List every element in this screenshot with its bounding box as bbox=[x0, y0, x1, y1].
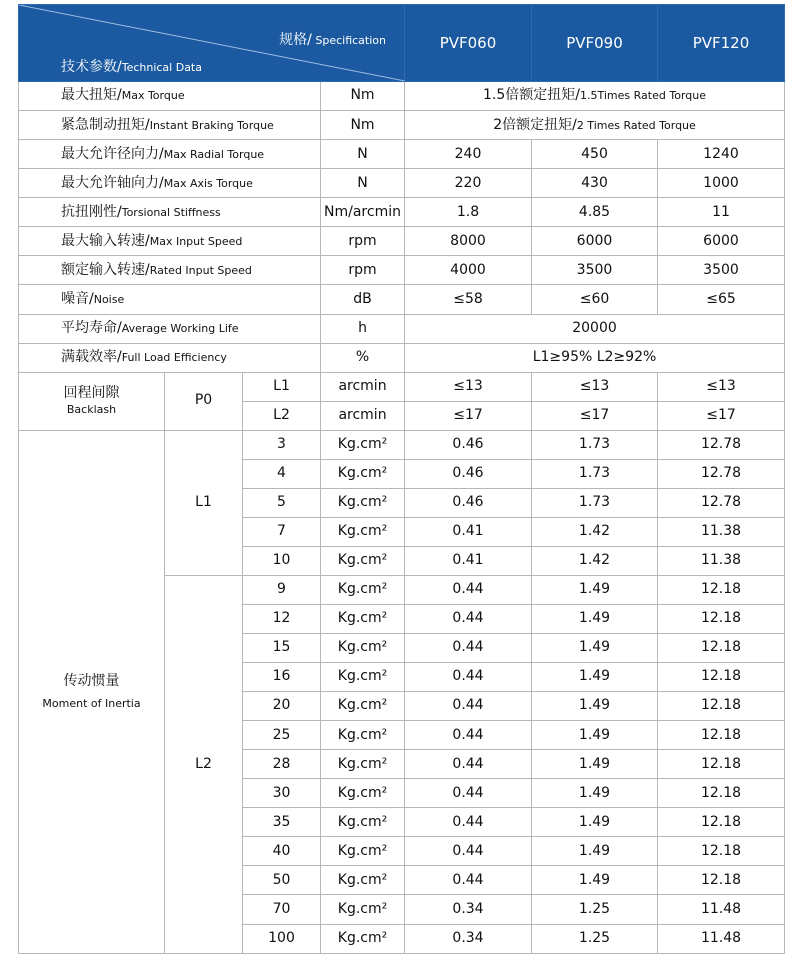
value-cell: 12.18 bbox=[658, 866, 785, 895]
param-name-cell bbox=[19, 169, 321, 198]
value-cell: 1240 bbox=[658, 140, 785, 169]
unit-cell: Kg.cm² bbox=[321, 721, 405, 750]
value-cell: 8000 bbox=[405, 227, 532, 256]
unit-cell: Nm/arcmin bbox=[321, 198, 405, 227]
value-cell: ≤13 bbox=[532, 372, 658, 401]
value-cell: 0.46 bbox=[405, 430, 532, 459]
value-cell: 0.44 bbox=[405, 634, 532, 663]
merged-value-zh: 1.5倍额定扭矩/ bbox=[483, 87, 580, 104]
inertia-label-cell bbox=[19, 430, 165, 953]
value-cell: 1.49 bbox=[532, 837, 658, 866]
unit-cell: Kg.cm² bbox=[321, 866, 405, 895]
unit-cell: Kg.cm² bbox=[321, 517, 405, 546]
unit-cell: Kg.cm² bbox=[321, 808, 405, 837]
value-cell: 12.18 bbox=[658, 605, 785, 634]
param-row bbox=[19, 169, 785, 198]
value-cell: ≤65 bbox=[658, 285, 785, 314]
merged-value-cell: 20000 bbox=[405, 314, 785, 343]
unit-cell: N bbox=[321, 169, 405, 198]
value-cell: 1.49 bbox=[532, 750, 658, 779]
backlash-label-zh: 回程间隙 bbox=[63, 384, 120, 401]
unit-cell: Kg.cm² bbox=[321, 837, 405, 866]
precision-grade-cell: P0 bbox=[165, 372, 243, 430]
param-name-cell bbox=[19, 343, 321, 372]
ratio-cell: 9 bbox=[243, 575, 321, 604]
param-name-zh: 满载效率/ bbox=[61, 348, 122, 365]
value-cell: 1.49 bbox=[532, 663, 658, 692]
param-row bbox=[19, 285, 785, 314]
value-cell: 0.44 bbox=[405, 663, 532, 692]
value-cell: 12.78 bbox=[658, 488, 785, 517]
unit-cell: Kg.cm² bbox=[321, 895, 405, 924]
ratio-cell: 35 bbox=[243, 808, 321, 837]
ratio-cell: 70 bbox=[243, 895, 321, 924]
param-name-cell bbox=[19, 285, 321, 314]
value-cell: 1.25 bbox=[532, 895, 658, 924]
value-cell: 12.18 bbox=[658, 837, 785, 866]
unit-cell: arcmin bbox=[321, 372, 405, 401]
inertia-label bbox=[19, 674, 164, 709]
param-name-en: Torsional Stiffness bbox=[121, 205, 221, 219]
unit-cell: Kg.cm² bbox=[321, 924, 405, 953]
value-cell: 1.49 bbox=[532, 692, 658, 721]
value-cell: 1.42 bbox=[532, 546, 658, 575]
ratio-cell: 12 bbox=[243, 605, 321, 634]
ratio-cell: 3 bbox=[243, 430, 321, 459]
ratio-cell: 7 bbox=[243, 517, 321, 546]
value-cell: 0.44 bbox=[405, 575, 532, 604]
value-cell: 12.18 bbox=[658, 575, 785, 604]
value-cell: ≤13 bbox=[658, 372, 785, 401]
unit-cell: Kg.cm² bbox=[321, 692, 405, 721]
value-cell: ≤13 bbox=[405, 372, 532, 401]
ratio-cell: 5 bbox=[243, 488, 321, 517]
param-name-zh: 最大扭矩/ bbox=[61, 87, 122, 104]
value-cell: 1.49 bbox=[532, 866, 658, 895]
value-cell: 1.49 bbox=[532, 605, 658, 634]
param-name-en: Noise bbox=[93, 292, 125, 306]
value-cell: 1.49 bbox=[532, 779, 658, 808]
param-name-en: Average Working Life bbox=[121, 321, 239, 335]
param-name-cell bbox=[19, 82, 321, 111]
model-header: PVF090 bbox=[532, 5, 658, 82]
value-cell: 12.78 bbox=[658, 459, 785, 488]
param-row bbox=[19, 227, 785, 256]
tech-label: 技术参数/Technical Data bbox=[61, 59, 202, 75]
param-name-cell bbox=[19, 314, 321, 343]
param-row bbox=[19, 256, 785, 285]
value-cell: 12.18 bbox=[658, 808, 785, 837]
unit-cell: Nm bbox=[321, 82, 405, 111]
value-cell: 0.41 bbox=[405, 546, 532, 575]
model-header: PVF120 bbox=[658, 5, 785, 82]
value-cell: 0.46 bbox=[405, 488, 532, 517]
param-name-cell bbox=[19, 111, 321, 140]
value-cell: ≤58 bbox=[405, 285, 532, 314]
param-name-zh: 最大允许径向力/ bbox=[61, 145, 164, 162]
param-row bbox=[19, 111, 785, 140]
unit-cell: Kg.cm² bbox=[321, 663, 405, 692]
value-cell: ≤17 bbox=[658, 401, 785, 430]
unit-cell: N bbox=[321, 140, 405, 169]
value-cell: 0.34 bbox=[405, 895, 532, 924]
ratio-cell: 30 bbox=[243, 779, 321, 808]
value-cell: 0.41 bbox=[405, 517, 532, 546]
param-row bbox=[19, 82, 785, 111]
backlash-label-en: Backlash bbox=[66, 403, 117, 417]
value-cell: 0.44 bbox=[405, 779, 532, 808]
backlash-row bbox=[19, 372, 785, 401]
value-cell: 4.85 bbox=[532, 198, 658, 227]
value-cell: 0.44 bbox=[405, 721, 532, 750]
unit-cell: Kg.cm² bbox=[321, 605, 405, 634]
param-name-en: Full Load Efficiency bbox=[121, 350, 227, 364]
value-cell: ≤60 bbox=[532, 285, 658, 314]
param-name-en: Max Radial Torque bbox=[163, 147, 265, 161]
inertia-row bbox=[19, 430, 785, 459]
param-name-en: Instant Braking Torque bbox=[149, 118, 274, 132]
merged-value-en: 2 Times Rated Torque bbox=[576, 118, 696, 132]
value-cell: 12.18 bbox=[658, 692, 785, 721]
stage-group-cell: L1 bbox=[165, 430, 243, 575]
value-cell: 3500 bbox=[658, 256, 785, 285]
header-corner-cell bbox=[19, 5, 405, 82]
value-cell: 11.48 bbox=[658, 895, 785, 924]
value-cell: 12.18 bbox=[658, 663, 785, 692]
unit-cell: arcmin bbox=[321, 401, 405, 430]
value-cell: 1.73 bbox=[532, 488, 658, 517]
merged-value-cell bbox=[405, 82, 785, 111]
ratio-cell: 15 bbox=[243, 634, 321, 663]
param-name-zh: 最大输入转速/ bbox=[61, 232, 150, 249]
ratio-cell: 25 bbox=[243, 721, 321, 750]
stage-cell: L2 bbox=[243, 401, 321, 430]
value-cell: 1.73 bbox=[532, 430, 658, 459]
model-header: PVF060 bbox=[405, 5, 532, 82]
value-cell: 0.44 bbox=[405, 837, 532, 866]
merged-value-cell: L1≥95% L2≥92% bbox=[405, 343, 785, 372]
unit-cell: % bbox=[321, 343, 405, 372]
merged-value-zh: 2倍额定扭矩/ bbox=[493, 116, 577, 133]
unit-cell: Kg.cm² bbox=[321, 459, 405, 488]
param-name-zh: 噪音/ bbox=[61, 290, 94, 307]
unit-cell: h bbox=[321, 314, 405, 343]
param-name-zh: 最大允许轴向力/ bbox=[61, 174, 164, 191]
value-cell: 1.73 bbox=[532, 459, 658, 488]
value-cell: 1.25 bbox=[532, 924, 658, 953]
ratio-cell: 50 bbox=[243, 866, 321, 895]
value-cell: ≤17 bbox=[532, 401, 658, 430]
value-cell: 11.38 bbox=[658, 546, 785, 575]
param-name-zh: 平均寿命/ bbox=[61, 319, 122, 336]
value-cell: 1.8 bbox=[405, 198, 532, 227]
value-cell: 1.49 bbox=[532, 721, 658, 750]
param-name-cell bbox=[19, 256, 321, 285]
backlash-label-cell bbox=[19, 372, 165, 430]
param-row bbox=[19, 198, 785, 227]
value-cell: 11 bbox=[658, 198, 785, 227]
value-cell: 1.49 bbox=[532, 808, 658, 837]
value-cell: ≤17 bbox=[405, 401, 532, 430]
value-cell: 0.44 bbox=[405, 866, 532, 895]
value-cell: 12.18 bbox=[658, 750, 785, 779]
value-cell: 1.49 bbox=[532, 634, 658, 663]
spec-label: 规格/ Specification bbox=[279, 32, 386, 48]
value-cell: 220 bbox=[405, 169, 532, 198]
value-cell: 0.44 bbox=[405, 808, 532, 837]
spec-table bbox=[18, 4, 785, 954]
stage-cell: L1 bbox=[243, 372, 321, 401]
param-name-zh: 紧急制动扭矩/ bbox=[61, 116, 150, 133]
unit-cell: Kg.cm² bbox=[321, 634, 405, 663]
param-name-en: Max Axis Torque bbox=[163, 176, 253, 190]
backlash-label bbox=[19, 386, 164, 416]
unit-cell: Kg.cm² bbox=[321, 546, 405, 575]
param-row bbox=[19, 343, 785, 372]
param-row bbox=[19, 314, 785, 343]
value-cell: 12.18 bbox=[658, 634, 785, 663]
value-cell: 450 bbox=[532, 140, 658, 169]
value-cell: 11.38 bbox=[658, 517, 785, 546]
param-name-zh: 抗扭刚性/ bbox=[61, 203, 122, 220]
param-name-en: Max Input Speed bbox=[149, 234, 243, 248]
header-row bbox=[19, 5, 785, 82]
value-cell: 0.44 bbox=[405, 692, 532, 721]
value-cell: 3500 bbox=[532, 256, 658, 285]
ratio-cell: 16 bbox=[243, 663, 321, 692]
value-cell: 0.44 bbox=[405, 605, 532, 634]
param-name-en: Rated Input Speed bbox=[149, 263, 252, 277]
ratio-cell: 100 bbox=[243, 924, 321, 953]
value-cell: 1.42 bbox=[532, 517, 658, 546]
value-cell: 4000 bbox=[405, 256, 532, 285]
unit-cell: rpm bbox=[321, 256, 405, 285]
ratio-cell: 20 bbox=[243, 692, 321, 721]
value-cell: 12.18 bbox=[658, 721, 785, 750]
unit-cell: Kg.cm² bbox=[321, 430, 405, 459]
value-cell: 0.46 bbox=[405, 459, 532, 488]
param-name-zh: 额定输入转速/ bbox=[61, 261, 150, 278]
param-name-cell bbox=[19, 227, 321, 256]
inertia-label-en: Moment of Inertia bbox=[42, 696, 141, 710]
unit-cell: Nm bbox=[321, 111, 405, 140]
param-name-cell bbox=[19, 198, 321, 227]
merged-value-en: 1.5Times Rated Torque bbox=[580, 89, 706, 103]
unit-cell: Kg.cm² bbox=[321, 779, 405, 808]
unit-cell: Kg.cm² bbox=[321, 575, 405, 604]
value-cell: 6000 bbox=[532, 227, 658, 256]
unit-cell: dB bbox=[321, 285, 405, 314]
inertia-label-zh: 传动惯量 bbox=[63, 673, 120, 690]
param-row bbox=[19, 140, 785, 169]
unit-cell: Kg.cm² bbox=[321, 750, 405, 779]
unit-cell: rpm bbox=[321, 227, 405, 256]
value-cell: 0.34 bbox=[405, 924, 532, 953]
ratio-cell: 28 bbox=[243, 750, 321, 779]
value-cell: 0.44 bbox=[405, 750, 532, 779]
value-cell: 240 bbox=[405, 140, 532, 169]
param-name-en: Max Torque bbox=[121, 89, 185, 103]
value-cell: 12.78 bbox=[658, 430, 785, 459]
ratio-cell: 40 bbox=[243, 837, 321, 866]
merged-value-cell bbox=[405, 111, 785, 140]
value-cell: 12.18 bbox=[658, 779, 785, 808]
value-cell: 11.48 bbox=[658, 924, 785, 953]
ratio-cell: 10 bbox=[243, 546, 321, 575]
param-name-cell bbox=[19, 140, 321, 169]
unit-cell: Kg.cm² bbox=[321, 488, 405, 517]
value-cell: 6000 bbox=[658, 227, 785, 256]
ratio-cell: 4 bbox=[243, 459, 321, 488]
stage-group-cell: L2 bbox=[165, 575, 243, 953]
value-cell: 430 bbox=[532, 169, 658, 198]
value-cell: 1.49 bbox=[532, 575, 658, 604]
value-cell: 1000 bbox=[658, 169, 785, 198]
